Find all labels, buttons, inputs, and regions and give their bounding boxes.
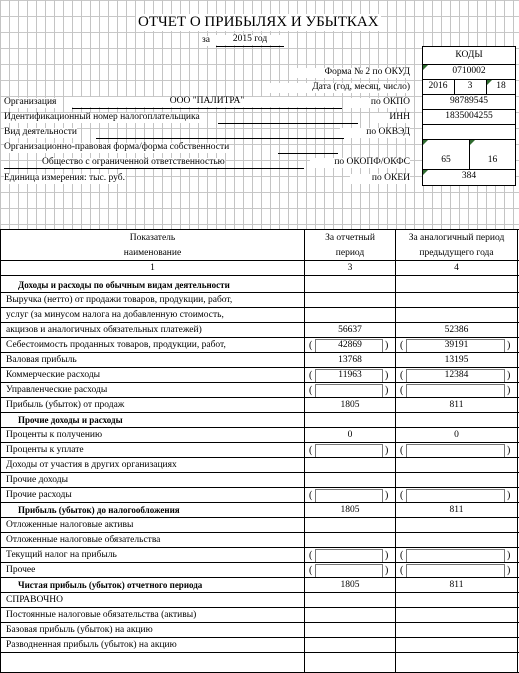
cell-marker-icon bbox=[470, 140, 475, 145]
cell-marker-icon bbox=[423, 170, 428, 175]
row-label: Разводненная прибыль (убыток) на акцию bbox=[6, 640, 177, 650]
okopf-code: 65 bbox=[441, 155, 451, 165]
row-divider bbox=[0, 652, 519, 653]
row-label: Прочие доходы и расходы bbox=[18, 415, 123, 425]
value-box bbox=[315, 549, 383, 563]
previous-period-value: 52386 bbox=[444, 325, 469, 335]
okpo-label: по ОКПО bbox=[350, 98, 410, 108]
value-box bbox=[315, 564, 383, 578]
previous-period-value: 13195 bbox=[444, 355, 469, 365]
date-label: Дата (год, месяц, число) bbox=[270, 83, 410, 93]
table-row bbox=[0, 518, 519, 533]
paren-close: ) bbox=[385, 370, 389, 381]
paren-open: ( bbox=[309, 445, 313, 456]
okfs-code: 16 bbox=[487, 155, 498, 165]
income-statement-table bbox=[0, 229, 519, 673]
table-row bbox=[0, 488, 519, 503]
cell-marker-icon bbox=[423, 65, 428, 70]
previous-period-value: 811 bbox=[449, 505, 464, 515]
paren-close: ) bbox=[507, 565, 511, 576]
row-label: Отложенные налоговые активы bbox=[6, 520, 134, 530]
paren-close: ) bbox=[507, 340, 511, 351]
value-box bbox=[406, 489, 505, 503]
current-period-value: 56637 bbox=[338, 325, 362, 335]
row-label: Базовая прибыль (убыток) на акцию bbox=[6, 625, 153, 635]
codes-header: КОДЫ bbox=[455, 50, 483, 60]
row-label: Чистая прибыль (убыток) отчетного периода bbox=[18, 580, 203, 590]
paren-close: ) bbox=[507, 490, 511, 501]
row-label: Валовая прибыль bbox=[6, 355, 77, 365]
row-label: Доходы и расходы по обычным видам деятельности bbox=[18, 280, 230, 290]
paren-open: ( bbox=[309, 340, 313, 351]
tin-label: Идентификационный номер налогоплательщика bbox=[4, 112, 200, 122]
paren-open: ( bbox=[400, 550, 404, 561]
paren-close: ) bbox=[385, 490, 389, 501]
inn-code: 1835004255 bbox=[445, 111, 493, 121]
col-prev-header: За аналогичный период bbox=[408, 233, 505, 243]
previous-period-value: 0 bbox=[454, 430, 459, 440]
table-row bbox=[0, 533, 519, 548]
okopf-label: по ОКОПФ/ОКФС bbox=[310, 158, 410, 168]
value-box bbox=[406, 384, 505, 398]
period-underline bbox=[216, 46, 284, 47]
date-year: 2016 bbox=[428, 81, 448, 91]
period-prefix: за bbox=[202, 35, 210, 45]
current-period-value: 1805 bbox=[340, 580, 360, 590]
previous-period-value: 39191 bbox=[444, 340, 469, 350]
row-label: Отложенные налоговые обязательства bbox=[6, 535, 161, 545]
paren-open: ( bbox=[309, 550, 313, 561]
paren-open: ( bbox=[400, 445, 404, 456]
date-day: 18 bbox=[496, 81, 506, 91]
row-label: Доходы от участия в других организациях bbox=[6, 460, 177, 470]
table-row bbox=[0, 443, 519, 458]
table-row bbox=[0, 398, 519, 413]
paren-open: ( bbox=[309, 490, 313, 501]
okei-label: по ОКЕИ bbox=[350, 174, 410, 184]
col-current-header: За отчетный bbox=[325, 233, 375, 243]
row-label: Управленческие расходы bbox=[6, 385, 108, 395]
previous-period-value: 811 bbox=[449, 400, 464, 410]
okei-code: 384 bbox=[461, 171, 477, 181]
paren-open: ( bbox=[400, 490, 404, 501]
table-row bbox=[0, 383, 519, 398]
row-label: Прибыль (убыток) до налогообложения bbox=[18, 505, 180, 515]
cell-marker-icon bbox=[487, 80, 492, 85]
table-row bbox=[0, 276, 519, 293]
row-label: Прочие доходы bbox=[6, 475, 68, 485]
paren-close: ) bbox=[507, 385, 511, 396]
org-value: ООО "ПАЛИТРА" bbox=[72, 97, 342, 107]
col-number-1: 1 bbox=[150, 263, 155, 273]
paren-close: ) bbox=[385, 565, 389, 576]
table-row bbox=[0, 293, 519, 308]
table-row bbox=[0, 368, 519, 383]
row-label: Прибыль (убыток) от продаж bbox=[6, 400, 125, 410]
paren-close: ) bbox=[385, 385, 389, 396]
value-box bbox=[406, 564, 505, 578]
unit-label: Единица измерения: тыс. руб. bbox=[4, 173, 125, 183]
col-current-subheader: период bbox=[335, 248, 365, 258]
paren-close: ) bbox=[385, 340, 389, 351]
table-row bbox=[0, 458, 519, 473]
table-row bbox=[0, 308, 519, 323]
cell-marker-icon bbox=[423, 140, 428, 145]
current-period-value: 1805 bbox=[340, 400, 360, 410]
paren-close: ) bbox=[507, 445, 511, 456]
previous-period-value: 811 bbox=[449, 580, 464, 590]
activity-label: Вид деятельности bbox=[4, 127, 78, 137]
row-label: Себестоимость проданных товаров, продукции, работ, bbox=[6, 340, 226, 350]
value-box bbox=[406, 549, 505, 563]
row-label: Выручка (нетто) от продажи товаров, продукции, работ, bbox=[6, 295, 233, 305]
table-row bbox=[0, 563, 519, 578]
okpo-code: 98789545 bbox=[450, 96, 488, 106]
row-label: СПРАВОЧНО bbox=[6, 595, 63, 605]
previous-period-value: 12384 bbox=[444, 370, 469, 380]
legal-form-label: Организационно-правовая форма/форма собственности bbox=[4, 142, 230, 152]
inn-label: ИНН bbox=[370, 113, 410, 123]
row-label: Проценты к получению bbox=[6, 430, 103, 440]
paren-open: ( bbox=[400, 385, 404, 396]
col-prev-subheader: предыдущего года bbox=[419, 248, 494, 258]
row-label: Текущий налог на прибыль bbox=[6, 550, 117, 560]
period-value: 2015 год bbox=[216, 35, 284, 45]
org-label: Организация bbox=[4, 97, 57, 107]
value-box bbox=[315, 444, 383, 458]
current-period-value: 1805 bbox=[340, 505, 360, 515]
paren-open: ( bbox=[309, 385, 313, 396]
table-row bbox=[0, 638, 519, 653]
okved-label: по ОКВЭД bbox=[340, 128, 410, 138]
row-label: услуг (за минусом налога на добавленную стоимость, bbox=[6, 310, 224, 320]
current-period-value: 13768 bbox=[338, 355, 362, 365]
paren-open: ( bbox=[309, 565, 313, 576]
col-indicator-subheader: наименование bbox=[123, 248, 182, 258]
paren-open: ( bbox=[400, 340, 404, 351]
table-row bbox=[0, 413, 519, 428]
paren-open: ( bbox=[400, 565, 404, 576]
table-row bbox=[0, 578, 519, 593]
current-period-value: 0 bbox=[347, 430, 353, 440]
table-row bbox=[0, 548, 519, 563]
value-box bbox=[406, 444, 505, 458]
col-number-3: 3 bbox=[347, 263, 353, 273]
paren-open: ( bbox=[309, 370, 313, 381]
okud-label: Форма № 2 по ОКУД bbox=[290, 68, 410, 78]
table-row bbox=[0, 428, 519, 443]
current-period-value: 11963 bbox=[338, 370, 362, 380]
paren-close: ) bbox=[507, 370, 511, 381]
row-label: Постоянные налоговые обязательства (активы) bbox=[6, 610, 197, 620]
paren-open: ( bbox=[400, 370, 404, 381]
table-row bbox=[0, 473, 519, 488]
table-row bbox=[0, 323, 519, 338]
value-box bbox=[315, 384, 383, 398]
okud-code: 0710002 bbox=[452, 66, 486, 76]
paren-close: ) bbox=[385, 445, 389, 456]
legal-form-value: Общество с ограниченной ответственностью bbox=[42, 157, 225, 167]
row-label: Коммерческие расходы bbox=[6, 370, 101, 380]
table-row bbox=[0, 503, 519, 518]
table-row bbox=[0, 353, 519, 368]
paren-close: ) bbox=[385, 550, 389, 561]
col-number-4: 4 bbox=[454, 263, 459, 273]
paren-close: ) bbox=[507, 550, 511, 561]
date-month: 3 bbox=[467, 81, 473, 91]
table-row bbox=[0, 338, 519, 353]
table-row bbox=[0, 608, 519, 623]
col-indicator-header: Показатель bbox=[129, 233, 176, 243]
table-row bbox=[0, 623, 519, 638]
row-label: акцизов и аналогичных обязательных платежей) bbox=[6, 325, 202, 335]
value-box bbox=[315, 489, 383, 503]
table-row bbox=[0, 593, 519, 608]
row-label: Прочие расходы bbox=[6, 490, 72, 500]
row-label: Прочее bbox=[6, 565, 36, 575]
report-title: ОТЧЕТ О ПРИБЫЛЯХ И УБЫТКАХ bbox=[138, 14, 379, 30]
row-label: Проценты к уплате bbox=[6, 445, 84, 455]
current-period-value: 42869 bbox=[338, 340, 362, 350]
